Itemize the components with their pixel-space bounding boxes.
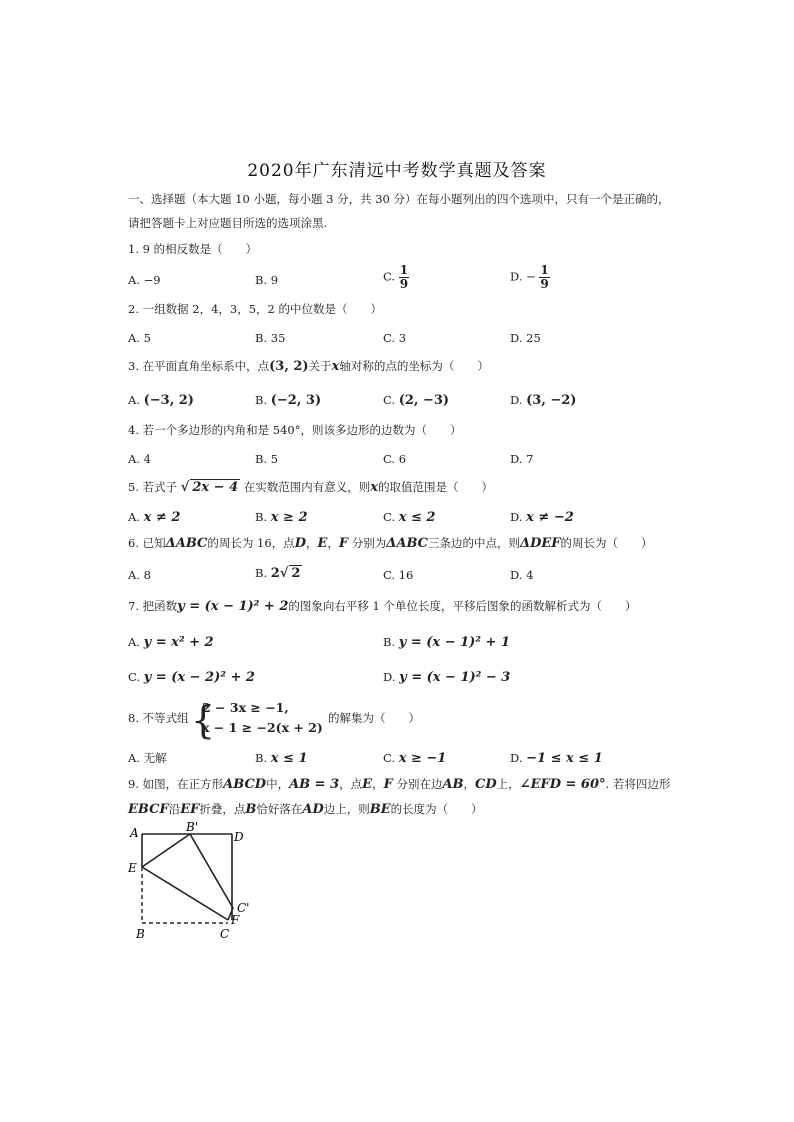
q8-option-b — [255, 750, 308, 767]
q9-stem-text: 折叠，点 — [199, 802, 246, 816]
q8-option-a: A. 无解 — [128, 751, 167, 765]
q6-point-f: F — [338, 536, 349, 551]
option-label: A. — [128, 635, 140, 649]
q6-stem — [128, 535, 653, 552]
left-brace: { — [191, 698, 216, 742]
q9-side-length: AB = 3 — [289, 777, 340, 792]
q4-option-c: C. 6 — [383, 452, 407, 466]
label-c: C — [220, 927, 230, 941]
option-label: B. — [383, 635, 396, 649]
q7-stem — [128, 598, 637, 615]
q6-separator: ， — [305, 536, 318, 550]
q3-point: (3, 2) — [269, 359, 309, 374]
q5-stem-text: 在实数范围内有意义，则 — [243, 480, 371, 494]
option-label: D. — [510, 751, 523, 765]
q4-stem: 4. 若一个多边形的内角和是 540°，则该多边形的边数为（ ） — [128, 423, 462, 437]
option-value: x ≠ 2 — [143, 510, 181, 525]
q5-option-d — [510, 509, 574, 526]
q3-stem-text: 3. 在平面直角坐标系中，点 — [128, 359, 270, 373]
q3-axis-var: x — [331, 359, 340, 374]
q1-option-c-fraction — [399, 264, 409, 291]
q8-option-c — [383, 750, 446, 767]
q8-stem-text: 8. 不等式组 — [128, 711, 189, 725]
option-radicand: 2 — [291, 566, 301, 581]
fraction-numerator: 1 — [540, 263, 549, 277]
label-b-prime: B' — [186, 820, 199, 834]
q6-stem-text: 的周长为 16，点 — [207, 536, 295, 550]
segment-e-f — [142, 867, 228, 920]
option-label: C. — [383, 510, 396, 524]
option-label: A. — [128, 393, 140, 407]
q9-side-ab: AB — [442, 777, 464, 792]
option-value: y = (x − 1)² + 1 — [398, 635, 510, 650]
option-value: x ≥ −1 — [398, 751, 447, 766]
q7-option-a — [128, 634, 214, 651]
option-label: B. — [255, 751, 268, 765]
option-label: D. — [510, 393, 523, 407]
q9-quadrilateral: EBCF — [128, 802, 169, 817]
option-coefficient: 2 — [270, 566, 280, 581]
q9-geometry-figure — [120, 820, 260, 950]
option-label: B. — [255, 510, 268, 524]
q5-option-b — [255, 509, 308, 526]
option-value: y = (x − 2)² + 2 — [143, 670, 255, 685]
q1-stem: 1. 9 的相反数是（ ） — [128, 242, 258, 256]
q1-option-d-label: D. − — [510, 269, 536, 284]
q9-stem-text: 边上，则 — [323, 802, 370, 816]
q8-inequality-1: 2 − 3x ≥ −1, — [202, 700, 289, 715]
q6-point-e: E — [317, 536, 328, 551]
q2-option-d: D. 25 — [510, 331, 541, 345]
q6-stem-text: 6. 已知 — [128, 536, 166, 550]
option-label: A. — [128, 510, 140, 524]
q9-stem-text: 沿 — [168, 802, 181, 816]
section-instructions-line2: 请把答题卡上对应题目所选的选项涂黑. — [128, 216, 328, 230]
q7-option-b — [383, 634, 510, 651]
label-b: B — [136, 927, 145, 941]
q3-option-d — [510, 392, 576, 409]
q5-option-c — [383, 509, 435, 526]
q5-stem-text: 的取值范围是（ ） — [378, 480, 494, 494]
option-value: y = (x − 1)² − 3 — [399, 670, 511, 685]
q7-stem-text: 7. 把函数 — [128, 599, 178, 613]
q2-option-c: C. 3 — [383, 331, 407, 345]
q6-stem-text: 分别为 — [351, 536, 387, 550]
q6-option-d: D. 4 — [510, 568, 534, 582]
q4-option-a: A. 4 — [128, 452, 151, 466]
q6-point-d: D — [294, 536, 306, 551]
q2-stem: 2. 一组数据 2，4，3，5，2 的中位数是（ ） — [128, 302, 383, 316]
q9-point-b: B — [245, 802, 257, 817]
option-label: B. — [255, 393, 268, 407]
fraction-denominator: 9 — [399, 277, 409, 291]
q1-option-c — [383, 264, 409, 291]
label-f: F — [231, 913, 240, 927]
q9-stem-text: 分别在边 — [396, 777, 443, 791]
option-value: y = x² + 2 — [143, 635, 214, 650]
q9-stem-line2 — [128, 801, 483, 818]
q3-stem — [128, 358, 489, 375]
q9-stem-text: 中， — [266, 777, 290, 791]
option-label: D. — [383, 670, 396, 684]
q9-side-ad: AD — [302, 802, 324, 817]
q6-option-b — [255, 565, 302, 582]
option-label: C. — [383, 751, 396, 765]
q9-angle: ∠EFD = 60° — [519, 777, 606, 792]
q5-option-a — [128, 509, 180, 526]
q9-separator: ， — [463, 777, 476, 791]
fraction-denominator: 9 — [540, 277, 549, 291]
q9-stem-text: 9. 如图，在正方形 — [128, 777, 224, 791]
q9-fold-line: EF — [180, 802, 200, 817]
q3-stem-text: 轴对称的点的坐标为（ ） — [339, 359, 489, 373]
option-label: C. — [383, 393, 396, 407]
q6-stem-text: 的周长为（ ） — [560, 536, 653, 550]
q9-stem-text: 的长度为（ ） — [390, 802, 483, 816]
q6-separator: ， — [327, 536, 339, 550]
option-value: −1 ≤ x ≤ 1 — [526, 751, 603, 766]
option-value: x ≠ −2 — [526, 510, 574, 525]
label-d: D — [234, 830, 244, 844]
q7-stem-text: 的图象向右平移 1 个单位长度，平移后图象的函数解析式为（ ） — [288, 599, 637, 613]
q9-stem-text: ，点 — [339, 777, 363, 791]
q9-stem-text: 上， — [496, 777, 520, 791]
q9-point-e: E — [362, 777, 373, 792]
q2-option-a: A. 5 — [128, 331, 151, 345]
option-value: x ≥ 2 — [270, 510, 308, 525]
label-c-prime: C' — [237, 901, 250, 915]
label-a: A — [130, 826, 139, 840]
q8-option-d — [510, 750, 603, 767]
sqrt-symbol: √ — [279, 566, 289, 581]
q9-square: ABCD — [223, 777, 267, 792]
q7-function: y = (x − 1)² + 2 — [177, 599, 289, 614]
q5-radicand: 2x − 4 — [192, 480, 239, 495]
q9-segment-be: BE — [369, 802, 391, 817]
q6-stem-text: 三条边的中点，则 — [428, 536, 521, 550]
option-value: (3, −2) — [526, 393, 577, 408]
option-value: (−2, 3) — [270, 393, 322, 408]
q7-option-c — [128, 669, 255, 686]
option-label: D. — [510, 510, 523, 524]
option-value: x ≤ 1 — [270, 751, 308, 766]
q2-option-b: B. 35 — [255, 331, 286, 345]
q6-triangle-def: ΔDEF — [520, 536, 561, 551]
q7-option-d — [383, 669, 510, 686]
q5-stem — [128, 479, 493, 496]
q1-option-b: B. 9 — [255, 273, 279, 287]
q9-stem-line1 — [128, 776, 670, 793]
option-value: (2, −3) — [398, 393, 450, 408]
q4-option-b: B. 5 — [255, 452, 279, 466]
q6-option-a: A. 8 — [128, 568, 151, 582]
q4-option-d: D. 7 — [510, 452, 534, 466]
segment-e-b1 — [142, 834, 190, 867]
q9-point-f: F — [383, 777, 393, 792]
option-label: C. — [128, 670, 141, 684]
q1-option-a: A. −9 — [128, 273, 161, 287]
q8-inequality-2: x − 1 ≥ −2(x + 2) — [202, 720, 323, 735]
q3-option-c — [383, 392, 449, 409]
q3-option-a — [128, 392, 194, 409]
q9-separator: ， — [372, 777, 384, 791]
fraction-numerator: 1 — [399, 263, 409, 277]
option-value: (−3, 2) — [143, 393, 194, 408]
label-e: E — [128, 861, 137, 875]
page-title: 2020年广东清远中考数学真题及答案 — [247, 161, 547, 181]
q1-option-d — [510, 264, 550, 291]
option-label: B. — [255, 566, 268, 580]
q6-triangle-abc: ΔABC — [165, 536, 208, 551]
q3-option-b — [255, 392, 321, 409]
option-value: x ≤ 2 — [398, 510, 436, 525]
q6-triangle-abc: ΔABC — [386, 536, 429, 551]
q1-option-d-fraction — [539, 264, 549, 291]
q9-side-cd: CD — [475, 777, 497, 792]
q6-option-c: C. 16 — [383, 568, 414, 582]
q9-stem-text: 恰好落在 — [256, 802, 303, 816]
q9-stem-text: . 若将四边形 — [605, 777, 671, 791]
q1-option-c-label: C. — [383, 269, 396, 284]
q5-var: x — [370, 480, 379, 495]
q8-stem-text: 的解集为（ ） — [328, 711, 420, 725]
q5-stem-text: 5. 若式子 — [128, 480, 178, 494]
q3-stem-text: 关于 — [308, 359, 332, 373]
section-instructions-line1: 一、选择题（本大题 10 小题，每小题 3 分，共 30 分）在每小题列出的四个选项中，只有一个是正确的， — [128, 192, 670, 206]
sqrt-symbol: √ — [180, 480, 190, 495]
segment-b1-c1 — [190, 834, 233, 908]
